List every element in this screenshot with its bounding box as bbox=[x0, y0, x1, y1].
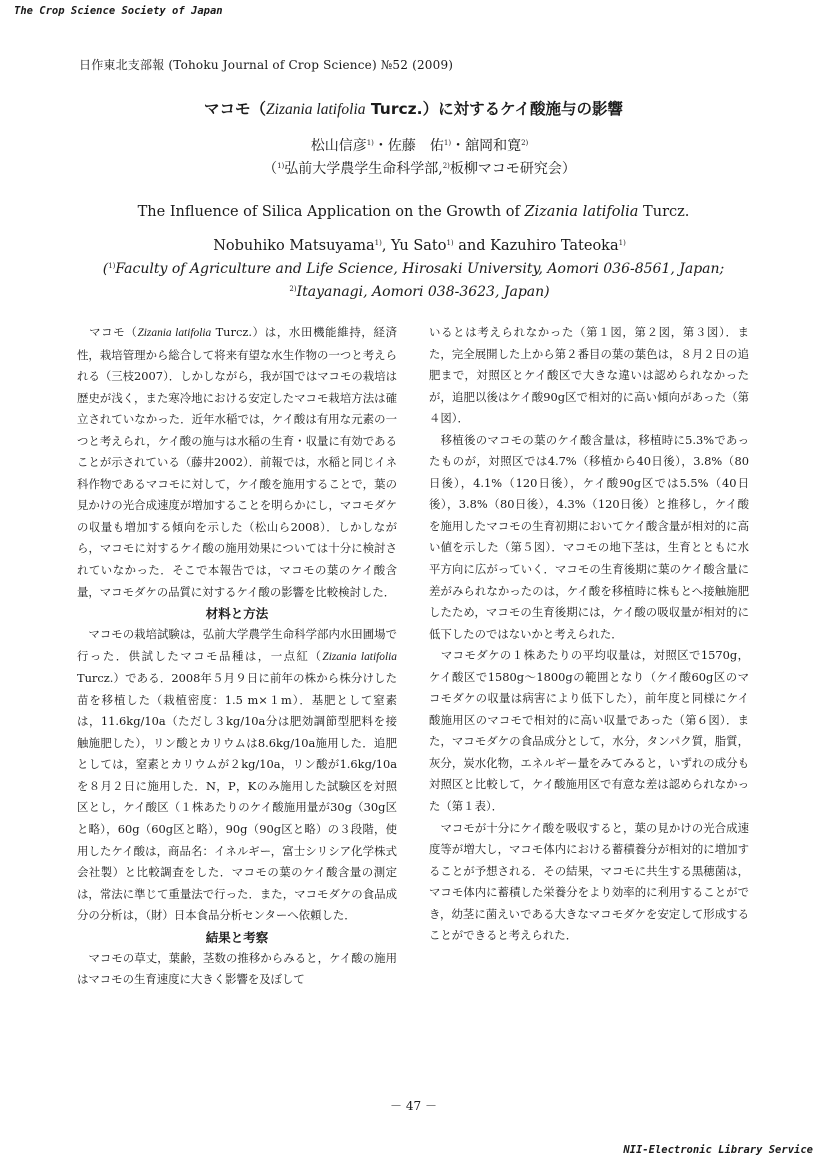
methods-text-b: Turcz.）である．2008年５月９日に前年の株から株分けした苗を移植した（栽植密度：1.5 m×１m）．基肥として窒素は，11.6kg/10a（ただし３kg/10a分は肥効調節型肥料を接触施肥した），リン酸とカリウムは8.6kg/10a施用した．追肥としては，窒素とカリウムが２kg/10a，リン酸が1.6kg/10a を８月２日に施用した．N，P，Kのみ施用した試験区を対照区とし，ケイ酸区（１株あたりのケイ酸施用量が30g（30g区と略），60g（60g区と略），90g（90g区と略）の３段階，使用したケイ酸は，商品名：イネルギー，富士シリシア化学株式会社製）と比較調査をした．マコモの葉のケイ酸含量の測定は，常法に準じて重量法で行った．また，マコモダケの食品成分の分析は，（財）日本食品分析センターへ依頼した． bbox=[77, 671, 397, 923]
author-jp-1: 松山信彦 bbox=[310, 138, 367, 154]
intro-species: Zizania latifolia bbox=[137, 327, 212, 339]
paper-title-japanese bbox=[0, 97, 827, 119]
intro-text-b: Turcz.）は，水田機能維持，経済性，栽培管理から総合して将来有望な水生作物の一つと考えられる（三枝2007）．しかしながら，我が国ではマコモの栽培は歴史が浅く，また寒冷地における安定したマコモ栽培方法は確立されていなかった．近年水稲では，ケイ酸は有用な元素の一つと考えられ，ケイ酸の施与は水稲の生育・収量に有効であることが示されている（藤井2002）．前報では，水稲と同じイネ科作物であるマコモに対して，ケイ酸を施用することで，葉の見かけの光合成速度が増加することを明らかにし，マコモダケの収量も増加する傾向を示した（松山ら2008）．しかしながら，マコモに対するケイ酸の施用効果については十分に検討されていなかった．そこで本報告では，マコモの葉のケイ酸含量，マコモダケの品質に対するケイ酸の影響を比較検討した． bbox=[77, 325, 397, 599]
author-jp-2-mark: 1) bbox=[443, 139, 452, 147]
methods-text-a: マコモの栽培試験は，弘前大学農学生命科学部内水田圃場で行った．供試したマコモ品種は，一点紅（ bbox=[77, 627, 397, 663]
author-en-3: and Kazuhiro Tateoka bbox=[453, 238, 619, 254]
affil-jp-open: （ bbox=[263, 161, 278, 177]
author-jp-2: 佐藤 佑 bbox=[387, 138, 444, 154]
results-paragraph-4: マコモが十分にケイ酸を吸収すると，葉の見かけの光合成速度等が増大し，マコモ体内における蓄積養分が相対的に増加することが予想される．その結果，マコモに共生する黒穂菌は，マコモ体内に蓄積した栄養分をより効率的に利用することができ，幼茎に菌えいである大きなマコモダケを安定して形成することができると考えられた． bbox=[429, 820, 749, 943]
title-en-authority: Turcz. bbox=[638, 204, 690, 220]
author-jp-3: 舘岡和寛 bbox=[465, 138, 522, 154]
paper-title-english bbox=[0, 204, 827, 220]
intro-paragraph bbox=[77, 322, 397, 603]
affil-en-open: ( bbox=[102, 261, 109, 277]
page-number: － 47 － bbox=[390, 1099, 437, 1113]
affiliations-japanese bbox=[0, 158, 827, 178]
title-jp-species: Zizania latifolia bbox=[266, 101, 366, 118]
title-en-species: Zizania latifolia bbox=[524, 204, 639, 220]
affil-jp-mark-2: 2) bbox=[442, 162, 450, 170]
title-jp-pre: マコモ（ bbox=[204, 100, 267, 118]
nii-footer: NII-Electronic Library Service bbox=[623, 1144, 813, 1156]
affil-en-mark-1: 1) bbox=[108, 262, 116, 270]
results-heading: 結果と考察 bbox=[205, 929, 269, 945]
methods-species: Zizania latifolia bbox=[322, 650, 397, 663]
body-column-left bbox=[77, 322, 397, 991]
society-header: The Crop Science Society of Japan bbox=[14, 5, 223, 17]
affil-jp-mark-1: 1) bbox=[277, 162, 285, 170]
affil-en-1: Faculty of Agriculture and Life Science, Hirosaki University, Aomori 036-8561, Japan; bbox=[115, 261, 725, 277]
title-jp-authority: Turcz. bbox=[365, 100, 423, 118]
author-en-3-mark: 1) bbox=[618, 239, 626, 247]
affil-en-2: Itayanagi, Aomori 038-3623, Japan) bbox=[296, 284, 550, 300]
affil-en-mark-2: 2) bbox=[289, 285, 297, 293]
affiliation-english-line-2 bbox=[0, 284, 827, 300]
author-en-1-mark: 1) bbox=[374, 239, 382, 247]
author-jp-sep-1: ・ bbox=[373, 138, 388, 154]
journal-citation: 日作東北支部報 (Tohoku Journal of Crop Science) №52 (2009) bbox=[79, 58, 454, 72]
affil-jp-1: 弘前大学農学生命科学部, bbox=[284, 161, 443, 177]
results-paragraph-2: 移植後のマコモの葉のケイ酸含量は，移植時に5.3%であったものが，対照区では4.7%（移植から40日後），3.8%（80日後），4.1%（120日後），ケイ酸90g区では5.5%（40日後），3.8%（80日後），4.3%（120日後）と推移し，ケイ酸を施用したマコモの生育初期においてケイ酸含量が相対的に高い値を示した（第５図）．マコモの地下茎は，生育とともに水平方向に広がっていく．マコモの生育後期に葉のケイ酸含量に差がみられなかったのは，ケイ酸を移植時に株もとへ接触施肥したため，マコモの生育後期には，ケイ酸の吸収量が相対的に低下したのではないかと考えられた． bbox=[429, 432, 749, 641]
results-paragraph-start: マコモの草丈，葉齢，茎数の推移からみると，ケイ酸の施用はマコモの生育速度に大きく影響を及ぼして bbox=[77, 950, 397, 987]
author-en-2-mark: 1) bbox=[446, 239, 454, 247]
title-jp-post: ）に対するケイ酸施与の影響 bbox=[422, 100, 623, 118]
intro-text-a: マコモ（ bbox=[77, 325, 138, 339]
authors-japanese bbox=[0, 135, 827, 155]
author-en-2: , Yu Sato bbox=[381, 238, 447, 254]
author-jp-sep-2: ・ bbox=[451, 138, 466, 154]
results-paragraph-1: いるとは考えられなかった（第１図，第２図，第３図）．また，完全展開した上から第２番目の葉の葉色は，８月２日の追肥まで，対照区とケイ酸区で大きな違いは認められなかったが，追肥以後はケイ酸90g区で相対的に高い傾向があった（第４図）． bbox=[429, 325, 749, 426]
affil-jp-2: 板柳マコモ研究会） bbox=[449, 161, 576, 177]
author-en-1: Nobuhiko Matsuyama bbox=[213, 238, 375, 254]
results-paragraph-3: マコモダケの１株あたりの平均収量は，対照区で1570g，ケイ酸区で1580g～1800gの範囲となり（ケイ酸60g区のマコモダケの収量は病害により低下した），前年度と同様にケイ酸施用区のマコモで相対的に高い収量であった（第６図）．また，マコモダケの食品成分として，水分，タンパク質，脂質，灰分，炭水化物，エネルギー量をみてみると，いずれの成分も対照区と比較して，ケイ酸施用区で有意な差は認められなかった（第１表）． bbox=[429, 648, 749, 814]
body-column-right bbox=[429, 322, 749, 947]
title-en-main: The Influence of Silica Application on the Growth of bbox=[137, 204, 525, 220]
author-jp-3-mark: 2) bbox=[521, 139, 529, 147]
author-jp-1-mark: 1) bbox=[366, 139, 374, 147]
methods-heading: 材料と方法 bbox=[205, 606, 269, 622]
authors-english bbox=[0, 238, 827, 254]
methods-paragraph bbox=[77, 624, 397, 927]
affiliation-english-line-1 bbox=[0, 261, 827, 277]
